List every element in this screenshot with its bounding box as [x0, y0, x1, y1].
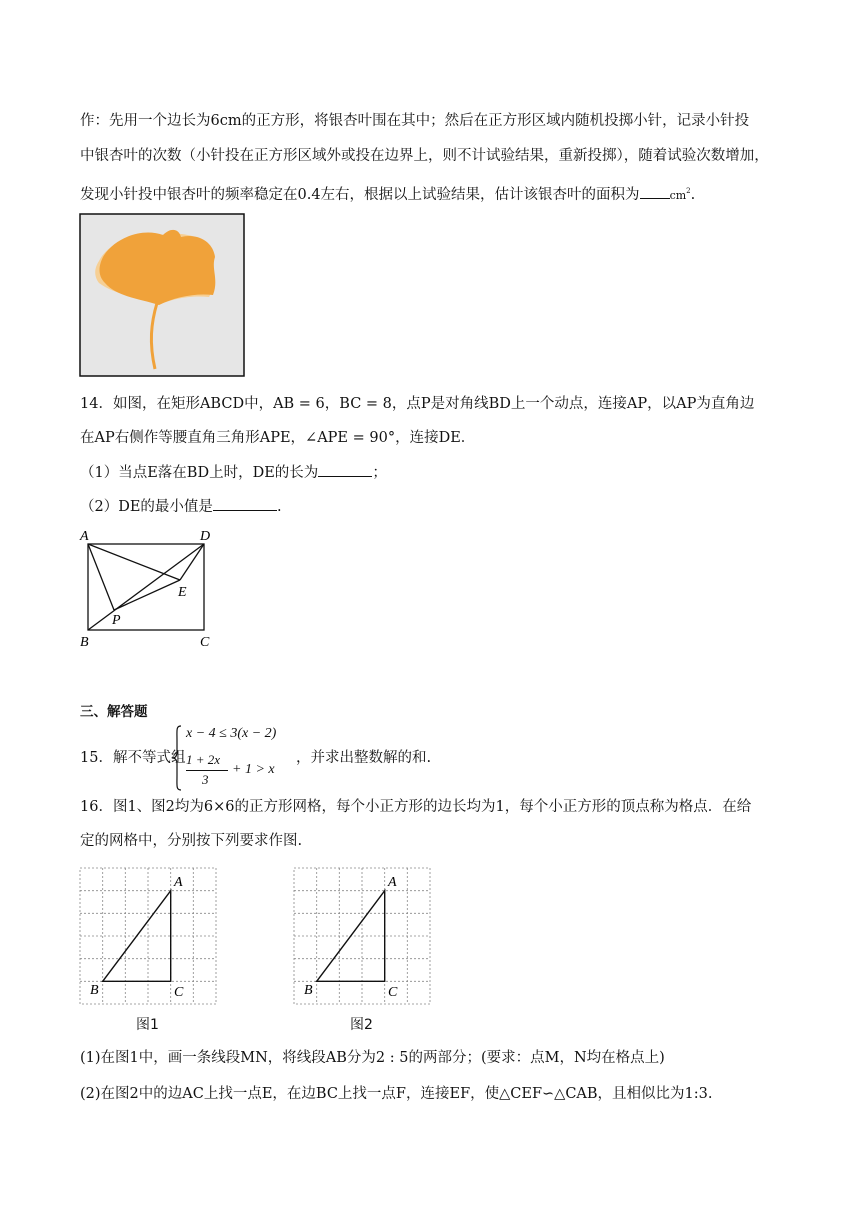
grid-figure-2	[292, 866, 432, 1006]
fig2-label-b: B	[304, 983, 313, 998]
q16-line-2: 定的网格中，分别按下列要求作图.	[80, 833, 303, 849]
q14-blank-1	[318, 462, 372, 477]
fig2-label-a: A	[388, 875, 397, 890]
q13-line-3-text: 发现小针投中银杏叶的频率稳定在0.4左右，根据以上试验结果，估计该银杏叶的面积为	[80, 186, 640, 203]
q13-period: .	[690, 186, 696, 203]
fig2-label-c: C	[388, 985, 398, 1000]
q15-suffix: ，并求出整数解的和.	[296, 750, 432, 766]
section-3-title: 三、解答题	[80, 704, 148, 720]
q14-sub-2-end: .	[276, 499, 282, 515]
q14-line-1: 14．如图，在矩形ABCD中，AB = 6，BC = 8，点P是对角线BD上一个动点，连接AP，以AP为直角边	[80, 396, 755, 412]
q15-numerator: 1 + 2x	[186, 752, 221, 767]
q13-line-3	[80, 181, 695, 206]
q15-fraction-bar	[186, 770, 228, 771]
fig1-label-b: B	[90, 983, 99, 998]
q14-sub-2	[80, 496, 282, 517]
q15-denominator: 3	[202, 772, 209, 787]
fig1-label-a: A	[174, 875, 183, 890]
label-c: C	[200, 635, 210, 650]
q14-sub-1	[80, 462, 387, 483]
q14-line-2: 在AP右侧作等腰直角三角形APE，∠APE = 90°，连接DE．	[80, 430, 476, 446]
label-p: P	[112, 613, 121, 628]
ginkgo-leaf-figure	[79, 213, 245, 377]
q13-unit: cm	[669, 188, 687, 202]
fig1-caption: 图1	[136, 1017, 159, 1033]
label-e: E	[178, 585, 187, 600]
q16-part-2: (2)在图2中的边AC上找一点E，在边BC上找一点F，连接EF，使△CEF∽△CAB，且相似比为1:3.	[80, 1086, 713, 1102]
q14-sub-2-text: （2）DE的最小值是	[80, 499, 213, 515]
fig1-label-c: C	[174, 985, 184, 1000]
grid-figure-1	[78, 866, 218, 1006]
q16-part-1: (1)在图1中，画一条线段MN，将线段AB分为2 : 5的两部分；(要求：点M，N均在格点上)	[80, 1050, 665, 1066]
q16-line-1: 16．图1、图2均为6×6的正方形网格，每个小正方形的边长均为1，每个小正方形的顶点称为格点．在给	[80, 799, 752, 815]
left-brace	[172, 724, 182, 792]
q15-ineq-2-rest: + 1 > x	[232, 762, 275, 777]
q13-line-2: 中银杏叶的次数（小针投在正方形区域外或投在边界上，则不计试验结果，重新投掷），随着试验次数增加，	[80, 148, 769, 164]
label-b: B	[80, 635, 89, 650]
label-a: A	[80, 529, 89, 544]
q15-prefix: 15．解不等式组	[80, 750, 186, 766]
q14-sub-1-end: ；	[372, 465, 387, 481]
q14-blank-2	[213, 496, 277, 511]
q13-unit-sup: 2	[686, 187, 691, 195]
q14-sub-1-text: （1）当点E落在BD上时，DE的长为	[80, 465, 319, 481]
q13-answer-blank	[640, 184, 670, 199]
q15-inequality-system	[172, 724, 302, 792]
q13-line-1: 作：先用一个边长为6cm的正方形，将银杏叶围在其中；然后在正方形区域内随机投掷小针，记录小针投	[80, 113, 750, 129]
fig2-caption: 图2	[350, 1017, 373, 1033]
rectangle-abcd-diagram	[74, 524, 224, 652]
label-d: D	[200, 529, 211, 544]
q15-ineq-1: x − 4 ≤ 3(x − 2)	[186, 726, 277, 741]
